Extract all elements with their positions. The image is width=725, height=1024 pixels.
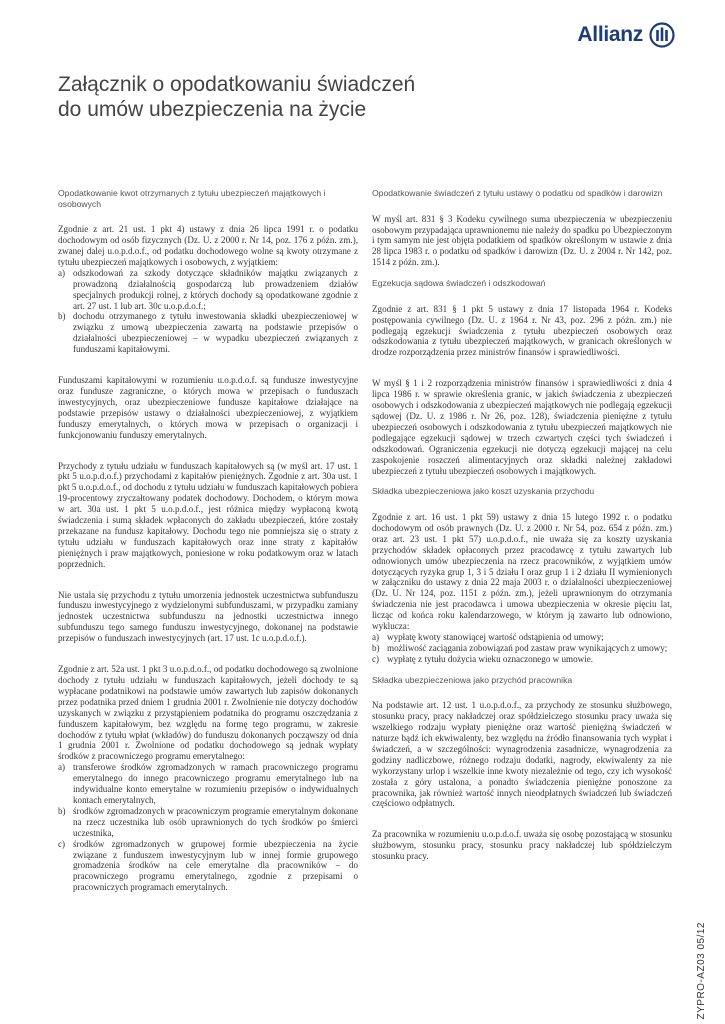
paragraph: W myśl art. 831 § 3 Kodeku cywilnego suma ubezpieczenia w ubezpieczeniu osobowym przypadająca uprawnionemu nie należy do spadku po Ubezpieczonym i tym samym nie jest objęta podatkiem od spadków określonym w ustawie z dnia 28 lipca 1983 r. o podatku od spadków i darowizn (Dz. U. z 2004 r. Nr 142, poz. 1514 z późn. zm.). (372, 213, 672, 268)
right-column (372, 188, 672, 872)
left-column (58, 188, 358, 903)
page-title-line-1: Załącznik o opodatkowaniu świadczeń (58, 73, 416, 96)
section-heading-property-insurance: Opodatkowanie kwot otrzymanych z tytułu ubezpieczeń majątkowych i osobowych (58, 188, 326, 209)
section-heading-enforcement: Egzekucja sądowa świadczeń i odszkodowań (372, 278, 546, 289)
paragraph: Przychody z tytułu udziału w funduszach kapitałowych są (w myśl art. 17 ust. 1 pkt 5 u.o.p.d.o.f.) przychodami z kapitałów pieniężnych. Zgodnie z art. 30a ust. 1 pkt 5 u.o.p.d.o.f., od dochodu z tytułu udziału w funduszach kapitałowych pobiera 19-procentowy zryczałtowany podatek dochodowy. Dochodem, o którym mowa w art. 30a ust. 1 pkt 5 u.o.p.d.o.f., jest różnica między wypłaconą kwotą świadczenia i sumą składek wpłaconych do zakładu ubezpieczeń, które zostały przekazane na fundusz kapitałowy. Dochodu tego nie pomniejsza się o straty z tytułu udziału w funduszach kapitałowych oraz inne straty z kapitałów pieniężnych i praw majątkowych, poniesione w roku podatkowym oraz w latach poprzednich. (58, 460, 358, 569)
paragraph: Za pracownika w rozumieniu u.o.p.d.o.f. uważa się osobę pozostającą w stosunku służbowym, stosunku pracy, stosunku pracy nakładczej lub spółdzielczym stosunku pracy. (372, 829, 672, 862)
list-item: b) dochodu otrzymanego z tytułu inwestowania składki ubezpieczeniowej w związku z umową ubezpieczenia zawartą na podstawie przepisów o działalności ubezpieczeniowej – w wypadku ubezpieczeń związanych z funduszami kapitałowymi. (58, 311, 358, 355)
paragraph: Zgodnie z art. 16 ust. 1 pkt 59) ustawy z dnia 15 lutego 1992 r. o podatku dochodowym od osób prawnych (Dz. U. z 2000 r. Nr 54, poz. 654 z późn. zm.) oraz art. 23 ust. 1 pkt 57) u.o.p.d.o.f., nie uważa się za koszty uzyskania przychodów składek opłaconych przez pracodawcę z tytułu zawartych lub odnowionych umów ubezpieczenia na rzecz pracowników, z wyjątkiem umów dotyczących ryzyka grup 1, 3 i 5 działu I oraz grup 1 i 2 działu II wymienionych w załączniku do ustawy z dnia 22 maja 2003 r. o działalności ubezpieczeniowej (Dz. U. Nr 124, poz. 1151 z późn. zm.), jeżeli uprawnionym do otrzymania świadczenia nie jest pracodawca i umowa ubezpieczenia w okresie pięciu lat, licząc od końca roku kalendarzowego, w którym ją zawarto lub odnowiono, wyklucza: (372, 512, 672, 632)
section-heading-inheritance-tax: Opodatkowanie świadczeń z tytułu ustawy o podatku od spadków i darowizn (372, 188, 663, 198)
paragraph: Zgodnie z art. 831 § 1 pkt 5 ustawy z dnia 17 listopada 1964 r. Kodeks postępowania cywilnego (Dz. U. z 1964 r. Nr 43, poz. 296 z późn. zm.) nie podlegają egzekucji świadczenia z tytułu ubezpieczeń osobowych oraz odszkodowania z tytułu ubezpieczeń majątkowych, w granicach określonych w drodze rozporządzenia przez ministrów finansów i sprawiedliwości. (372, 303, 672, 358)
section-heading-cost: Składka ubezpieczeniowa jako koszt uzyskania przychodu (372, 486, 595, 497)
document-code: ZYPRO-AZ03 05/12 (696, 922, 707, 1020)
paragraph: W myśl § 1 i 2 rozporządzenia ministrów finansów i sprawiedliwości z dnia 4 lipca 1986 r. w sprawie określenia granic, w jakich świadczenia z ubezpieczeń osobowych i odszkodowania z ubezpieczeń majątkowych nie podlegają egzekucji sądowej (Dz. U. z 1986 r. Nr 26, poz. 128), świadczenia pieniężne z tytułu ubezpieczeń osobowych i odszkodowania z tytułu ubezpieczeń majątkowych nie podlegające egzekucji sądowej w trzech czwartych części tych świadczeń i odszkodowań. Ograniczenia egzekucji nie dotyczą egzekucji mającej na celu zaspokojenie roszczeń alimentacyjnych oraz składki należnej zakładowi ubezpieczeń z tytułu ubezpieczeń osobowych i majątkowych. (372, 378, 672, 476)
paragraph: Na podstawie art. 12 ust. 1 u.o.p.d.o.f., za przychody ze stosunku służbowego, stosunku pracy, pracy nakładczej oraz spółdzielczego stosunku pracy uważa się wszelkiego rodzaju wypłaty pieniężne oraz wartość pieniężną świadczeń w naturze bądź ich ekwiwalenty, bez względu na źródło finansowania tych wypłat i świadczeń, a w szczególności: wynagrodzenia zasadnicze, wynagrodzenia za godziny nadliczbowe, różnego rodzaju dodatki, nagrody, ekwiwalenty za nie wykorzystany urlop i wszelkie inne kwoty niezależnie od tego, czy ich wysokość została z góry ustalona, a ponadto świadczenia pieniężne ponoszone za pracownika, jak również wartość innych nieodpłatnych świadczeń lub świadczeń częściowo odpłatnych. (372, 700, 672, 809)
logo-wordmark: Allianz (577, 23, 643, 46)
page-title-line-2: do umów ubezpieczenia na życie (58, 98, 367, 121)
list-item: a) wypłatę kwoty stanowiącej wartość odstąpienia od umowy; (372, 631, 604, 642)
allianz-eagle-icon (649, 22, 675, 48)
list-item: c) wypłatę z tytułu dożycia wieku oznaczonego w umowie. (372, 653, 594, 664)
paragraph: Nie ustala się przychodu z tytułu umorzenia jednostek uczestnictwa subfunduszu funduszu inwestycyjnego z wydzielonymi subfunduszami, w przypadku zamiany jednostek uczestnictwa subfunduszu na jednostki uczestnictwa innego subfunduszu tego samego funduszu inwestycyjnego, dokonanej na podstawie przepisów o funduszach inwestycyjnych (art. 17 ust. 1c u.o.p.d.o.f.). (58, 589, 358, 644)
page-title (58, 72, 458, 122)
exclusions-list (372, 632, 672, 665)
paragraph: Funduszami kapitałowymi w rozumieniu u.o.p.d.o.f. są fundusze inwestycyjne oraz fundusze zagraniczne, o których mowa w przepisach o funduszach inwestycyjnych, oraz ubezpieczeniowe fundusze kapitałowe działające na podstawie przepisów ustawy o działalności ubezpieczeniowej, z wyjątkiem funduszy emerytalnych, o których mowa w przepisach o organizacji i funkcjonowaniu funduszy emerytalnych. (58, 375, 358, 440)
allianz-logo (577, 22, 675, 48)
exemptions-list (58, 762, 358, 893)
list-item: c) środków zgromadzonych w grupowej formie ubezpieczenia na życie związane z funduszem inwestycyjnym lub w innej formie grupowego gromadzenia środków na cele emerytalne dla pracowników – do pracowniczego programu emerytalnego, zgodnie z przepisami o pracowniczych programach emerytalnych. (58, 838, 358, 893)
list-item: b) środków zgromadzonych w pracowniczym programie emerytalnym dokonane na rzecz uczestnika lub osób uprawnionych do tych środków po śmierci uczestnika, (58, 805, 358, 838)
list-item: a) odszkodowań za szkody dotyczące składników majątku związanych z prowadzoną działalnością gospodarczą lub prowadzeniem działów specjalnych produkcji rolnej, z których dochody są opodatkowane zgodnie z art. 27 ust. 1 lub art. 30c u.o.p.d.o.f.; (58, 267, 358, 311)
exceptions-list (58, 268, 358, 355)
paragraph: Zgodnie z art. 21 ust. 1 pkt 4) ustawy z dnia 26 lipca 1991 r. o podatku dochodowym od osób fizycznych (Dz. U. z 2000 r. Nr 14, poz. 176 z późn. zm.), zwanej dalej u.o.p.d.o.f., od podatku dochodowego wolne są kwoty otrzymane z tytułu ubezpieczeń majątkowych i osobowych, z wyjątkiem: (58, 224, 358, 267)
section-heading-employee-income: Składka ubezpieczeniowa jako przychód pracownika (372, 674, 573, 685)
list-item: b) możliwość zaciągania zobowiązań pod zastaw praw wynikających z umowy; (372, 642, 668, 653)
paragraph: Zgodnie z art. 52a ust. 1 pkt 3 u.o.p.d.o.f., od podatku dochodowego są zwolnione dochody z tytułu udziału w funduszach kapitałowych, jeżeli dochody te są wypłacane podatnikowi na podstawie umów zawartych lub zapisów dokonanych przez podatnika przed dniem 1 grudnia 2001 r. Zwolnienie nie dotyczy dochodów uzyskanych w związku z przystąpieniem podatnika do programu oszczędzania z funduszem kapitałowym, bez względu na formę tego programu, w zakresie dochodów z tytułu wpłat (wkładów) do funduszu dokonanych począwszy od dnia 1 grudnia 2001 r. Zwolnione od podatku dochodowego są jednak wypłaty środków z pracowniczego programu emerytalnego: (58, 664, 358, 762)
list-item: a) transferowe środków zgromadzonych w ramach pracowniczego programu emerytalnego do innego pracowniczego programu emerytalnego lub na indywidualne konto emerytalne w rozumieniu przepisów o indywidualnych kontach emerytalnych, (58, 762, 358, 805)
